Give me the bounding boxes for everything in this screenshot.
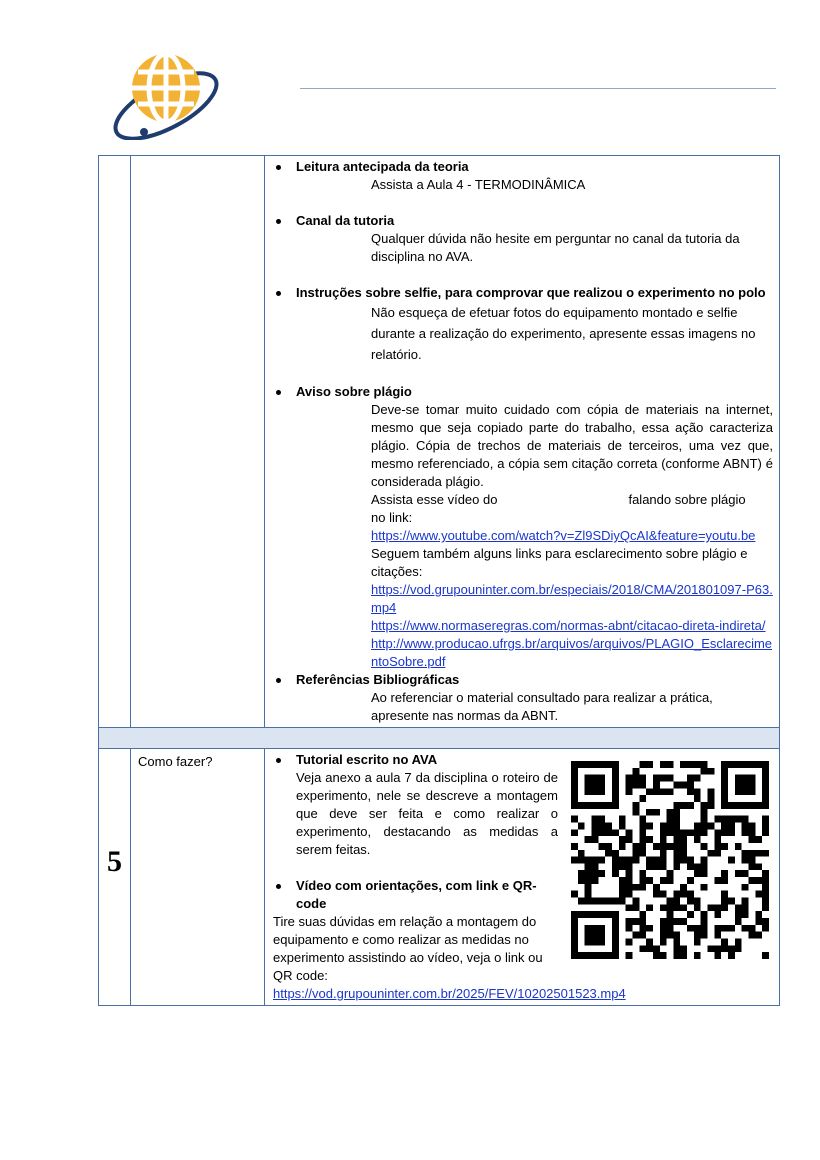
- list-item-selfie: [273, 284, 773, 365]
- step-label-cell-empty: [131, 156, 265, 728]
- step-number: 5: [107, 845, 122, 878]
- table-row-step-5: [99, 749, 780, 1006]
- vod-plagio-link[interactable]: https://vod.grupouninter.com.br/especiais/2018/CMA/201801097-P63.mp4: [371, 582, 773, 615]
- youtube-link[interactable]: https://www.youtube.com/watch?v=Zl9SDiyQcAI&feature=youtu.be: [371, 528, 756, 543]
- bullet-icon: [276, 678, 281, 683]
- bullet-icon: [276, 219, 281, 224]
- ufrgs-plagio-pdf-link[interactable]: http://www.producao.ufrgs.br/arquivos/arquivos/PLAGIO_EsclarecimentoSobre.pdf: [371, 636, 773, 669]
- item-title: Referências Bibliográficas: [296, 672, 460, 687]
- step-number-cell-empty: [99, 156, 131, 728]
- plagio-paragraph: Deve-se tomar muito cuidado com cópia de materiais na internet, mesmo que seja copiado parte do trabalho, essa ação caracteriza plágio. Cópia de trechos de materiais de terceiros, uma vez que, mesmo referenciado, a cópia sem citação correta (conforme ABNT) é considerada plágio.: [371, 402, 773, 489]
- content-cell: [265, 156, 780, 728]
- globe-logo-icon: [106, 48, 226, 140]
- list-item-canal: [273, 212, 773, 266]
- list-item-leitura: [273, 158, 773, 194]
- activity-table: [98, 155, 780, 1006]
- table-row-spacer: [99, 728, 780, 749]
- step-label-cell: [131, 749, 265, 1006]
- bullet-icon: [276, 884, 281, 889]
- item-title: Tutorial escrito no AVA: [296, 752, 438, 767]
- step-label: Como fazer?: [138, 754, 213, 769]
- header-rule: [300, 88, 776, 89]
- item-title: Instruções sobre selfie, para comprovar que realizou o experimento no polo: [296, 285, 766, 300]
- plagio-video-link-label: no link:: [371, 510, 413, 525]
- item-body: Não esqueça de efetuar fotos do equipamento montado e selfie durante a realização do experimento, apresente essas imagens no relatório.: [371, 305, 756, 362]
- item-title: Vídeo com orientações, com link e QR-code: [296, 878, 537, 911]
- list-item-referencias: [273, 671, 773, 725]
- item-body: Ao referenciar o material consultado para realizar a prática, apresente nas normas da ABNT.: [371, 690, 713, 723]
- step-number-cell: [99, 749, 131, 1006]
- plagio-links-intro: Seguem também alguns links para esclarecimento sobre plágio e citações:: [371, 546, 748, 579]
- tutorial-body: Veja anexo a aula 7 da disciplina o roteiro de experimento, nele se descreve a montagem que deve ser feita e como realizar o experimento, destacando as medidas a serem feitas.: [296, 770, 558, 857]
- item-title: Leitura antecipada da teoria: [296, 159, 469, 174]
- plagio-video-line: Assista esse vídeo do falando sobre plágio: [371, 492, 746, 507]
- bullet-icon: [276, 390, 281, 395]
- qr-code-icon[interactable]: [571, 761, 769, 959]
- video-link[interactable]: https://vod.grupouninter.com.br/2025/FEV/10202501523.mp4: [273, 986, 626, 1001]
- table-row-continuation: [99, 156, 780, 728]
- list-item-plagio: [273, 383, 773, 671]
- content-cell-step-5: [265, 749, 780, 1006]
- normas-abnt-link[interactable]: https://www.normaseregras.com/normas-abnt/citacao-direta-indireta/: [371, 618, 766, 633]
- bullet-icon: [276, 291, 281, 296]
- video-body: Tire suas dúvidas em relação a montagem do equipamento e como realizar as medidas no experimento assistindo ao vídeo, veja o link ou QR code:: [273, 914, 543, 983]
- bullet-icon: [276, 758, 281, 763]
- bullet-icon: [276, 165, 281, 170]
- item-body: Qualquer dúvida não hesite em perguntar no canal da tutoria da disciplina no AVA.: [371, 231, 740, 264]
- item-title: Canal da tutoria: [296, 213, 395, 228]
- section-divider: [99, 728, 780, 749]
- item-body: Assista a Aula 4 - TERMODINÂMICA: [371, 177, 586, 192]
- item-title: Aviso sobre plágio: [296, 384, 412, 399]
